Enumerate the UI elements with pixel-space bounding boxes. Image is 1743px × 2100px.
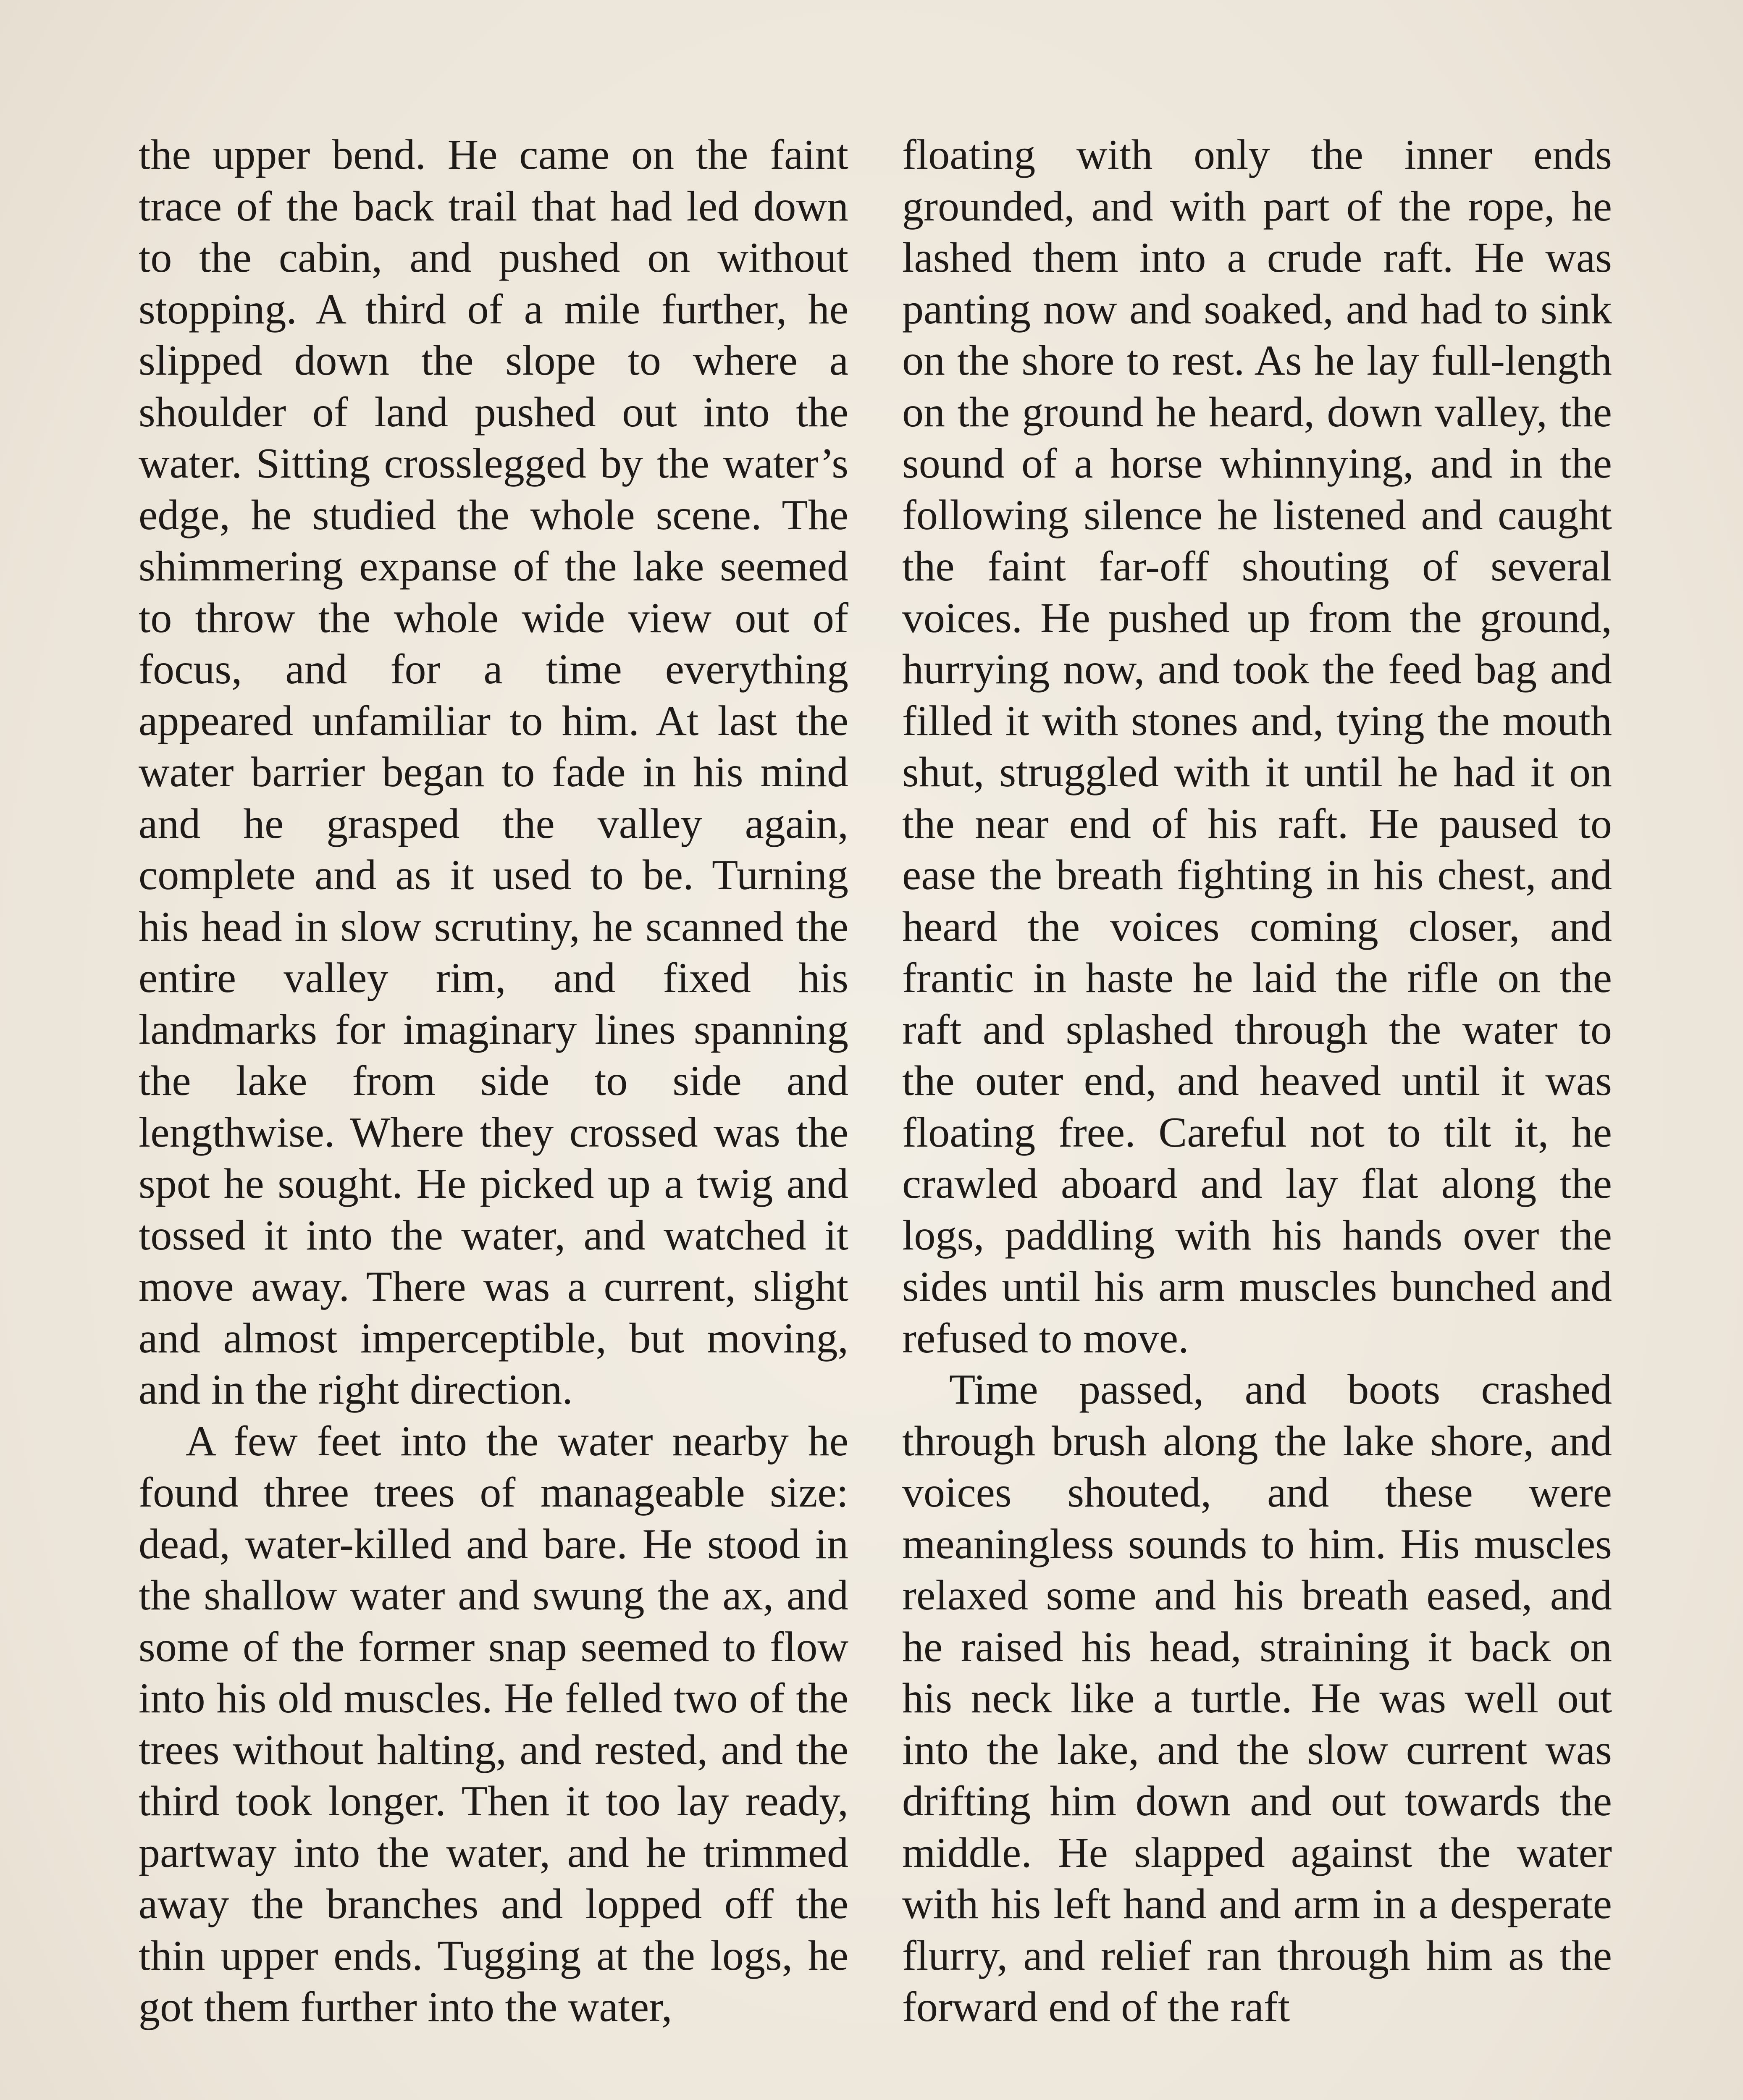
paragraph: the upper bend. He came on the faint trace of the back trail that had led down to the cabin, and pushed on without stopping. A third of a mile further, he slipped down the slope to where a shoulder of land pushed out into the water. Sitting crosslegged by the water’s edge, he studied the whole scene. The shimmering expanse of the lake seemed to throw the whole wide view out of focus, and for a time everything appeared unfamiliar to him. At last the water barrier began to fade in his mind and he grasped the valley again, complete and as it used to be. Turning his head in slow scrutiny, he scanned the entire valley rim, and fixed his landmarks for imaginary lines spanning the lake from side to side and lengthwise. Where they crossed was the spot he sought. He picked up a twig and tossed it into the water, and watched it move away. There was a current, slight and almost imperceptible, but moving, and in the right direction. [139, 131, 848, 1413]
paragraph: A few feet into the water nearby he found three trees of manageable size: dead, water-killed and bare. He stood in the shallow water and swung the ax, and some of the former snap seemed to flow into his old muscles. He felled two of the trees without halting, and rested, and the third took longer. Then it too lay ready, partway into the water, and he trimmed away the branches and lopped off the thin upper ends. Tugging at the logs, he got them further into the water, [139, 1417, 848, 2031]
text-column-right [902, 129, 1612, 2033]
paragraph: Time passed, and boots crashed through brush along the lake shore, and voices shouted, and these were meaningless sounds to him. His muscles relaxed some and his breath eased, and he raised his head, straining it back on his neck like a turtle. He was well out into the lake, and the slow current was drifting him down and out towards the middle. He slapped against the water with his left hand and arm in a desperate flurry, and relief ran through him as the forward end of the raft [902, 1366, 1612, 2031]
paragraph: floating with only the inner ends grounded, and with part of the rope, he lashed them into a crude raft. He was panting now and soaked, and had to sink on the shore to rest. As he lay full-length on the ground he heard, down valley, the sound of a horse whinnying, and in the following silence he listened and caught the faint far-off shouting of several voices. He pushed up from the ground, hurrying now, and took the feed bag and filled it with stones and, tying the mouth shut, struggled with it until he had it on the near end of his raft. He paused to ease the breath fighting in his chest, and heard the voices coming closer, and frantic in haste he laid the rifle on the raft and splashed through the water to the outer end, and heaved until it was floating free. Careful not to tilt it, he crawled aboard and lay flat along the logs, paddling with his hands over the sides until his arm muscles bunched and refused to move. [902, 131, 1612, 1362]
text-column-left [139, 129, 848, 2033]
